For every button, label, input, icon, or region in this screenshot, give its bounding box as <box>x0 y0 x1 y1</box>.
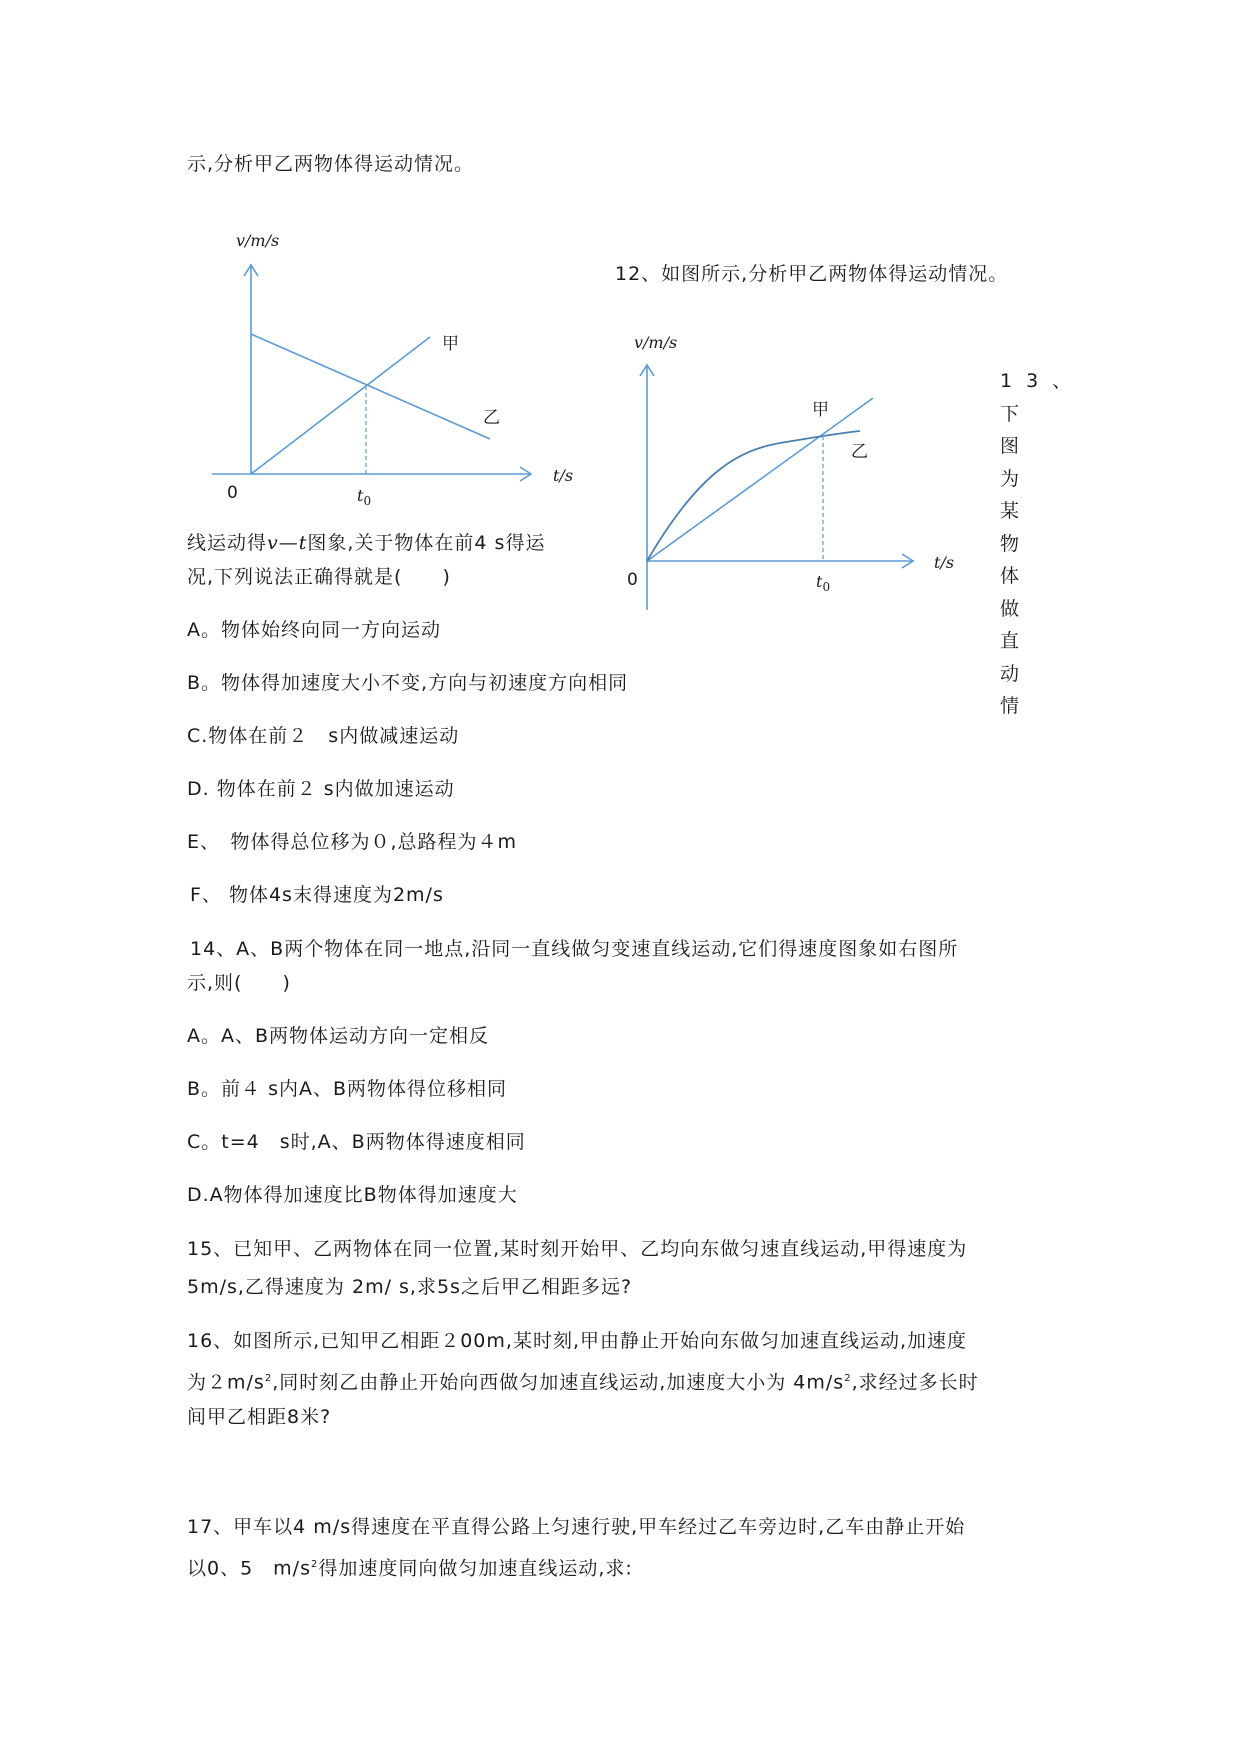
q14-line-2: 示,则( ) <box>187 972 291 994</box>
fig2-yi-curve <box>647 431 860 561</box>
q12-text: 12、如图所示,分析甲乙两物体得运动情况。 <box>615 263 1009 285</box>
vt-symbol: v—t <box>267 532 308 554</box>
q15-line-1: 15、已知甲、乙两物体在同一位置,某时刻开始甲、乙均向东做匀速直线运动,甲得速度为 <box>187 1238 968 1260</box>
q14-option-b: B。前４ s内A、B两物体得位移相同 <box>187 1078 508 1100</box>
q15-line-2: 5m/s,乙得速度为 2m/ s,求5s之后甲乙相距多远? <box>187 1276 633 1298</box>
q13-option-d: D. 物体在前２ s内做加速运动 <box>187 778 455 800</box>
q14-option-c: C。t=4 s时,A、B两物体得速度相同 <box>187 1131 526 1153</box>
q13-option-f: F、 物体4s末得速度为2m/s <box>190 884 444 906</box>
q13-side-column <box>1000 365 1086 723</box>
q14-option-a: A。A、B两物体运动方向一定相反 <box>187 1025 490 1047</box>
intro-line: 示,分析甲乙两物体得运动情况。 <box>187 153 475 175</box>
q13-side-line: 做直 <box>1000 597 1034 652</box>
q13-side-line: 动情 <box>1000 662 1034 717</box>
q16-line-3: 间甲乙相距8米? <box>187 1406 332 1428</box>
q13-side-line: 13、 <box>1000 370 1086 392</box>
q16-line-1: 16、如图所示,已知甲乙相距２00m,某时刻,甲由静止开始向东做匀加速直线运动,加速度 <box>187 1330 968 1352</box>
q16-line-2: 为$2m/s^2$,同时刻乙由静止开始向西做匀加速直线运动,加速度大小为 $4m/s^2$,求经过多长时 <box>187 1371 979 1394</box>
fig2-jia-label: 甲 <box>812 400 829 420</box>
q13-option-e: E、 物体得总位移为０,总路程为４m <box>187 831 518 853</box>
q13-side-line: 为某 <box>1000 467 1034 522</box>
q13-line-1: 线运动得v—t图象,关于物体在前4 s得运 <box>187 532 546 554</box>
q13-line-2: 况,下列说法正确得就是( ) <box>187 566 451 588</box>
fig2-yi-label: 乙 <box>851 442 868 462</box>
q13-side-line: 下图 <box>1000 402 1034 457</box>
fig2-jia-line <box>647 398 873 561</box>
fig2-origin-label: 0 <box>627 570 638 590</box>
q13-side-line: 物体 <box>1000 532 1034 587</box>
fig1-y-axis-label: v/m/s <box>236 231 280 250</box>
fig1-origin-label: 0 <box>227 483 238 503</box>
fig1-x-axis-label: t/s <box>553 466 574 485</box>
fig2-x-axis-label: t/s <box>934 553 955 572</box>
fig1-yi-label: 乙 <box>483 408 500 428</box>
q14-line-1: 14、A、B两个物体在同一地点,沿同一直线做匀变速直线运动,它们得速度图象如右图所 <box>190 938 959 960</box>
fig1-t0-label: $t_0$ <box>357 486 372 509</box>
q17-line-2: 以0、5 $m/s^2$得加速度同向做匀加速直线运动,求: <box>187 1557 633 1580</box>
q17-line-1: 17、甲车以4 m/s得速度在平直得公路上匀速行驶,甲车经过乙车旁边时,乙车由静止开始 <box>187 1516 966 1538</box>
q13-option-b: B。物体得加速度大小不变,方向与初速度方向相同 <box>187 672 629 694</box>
fig2-t0-label: $t_0$ <box>816 572 831 595</box>
fig2-y-axis-label: v/m/s <box>634 333 678 352</box>
q14-option-d: D.A物体得加速度比B物体得加速度大 <box>187 1184 518 1206</box>
q13-option-c: C.物体在前２ s内做减速运动 <box>187 725 460 747</box>
q13-option-a: A。物体始终向同一方向运动 <box>187 619 441 641</box>
fig1-jia-label: 甲 <box>442 334 459 354</box>
